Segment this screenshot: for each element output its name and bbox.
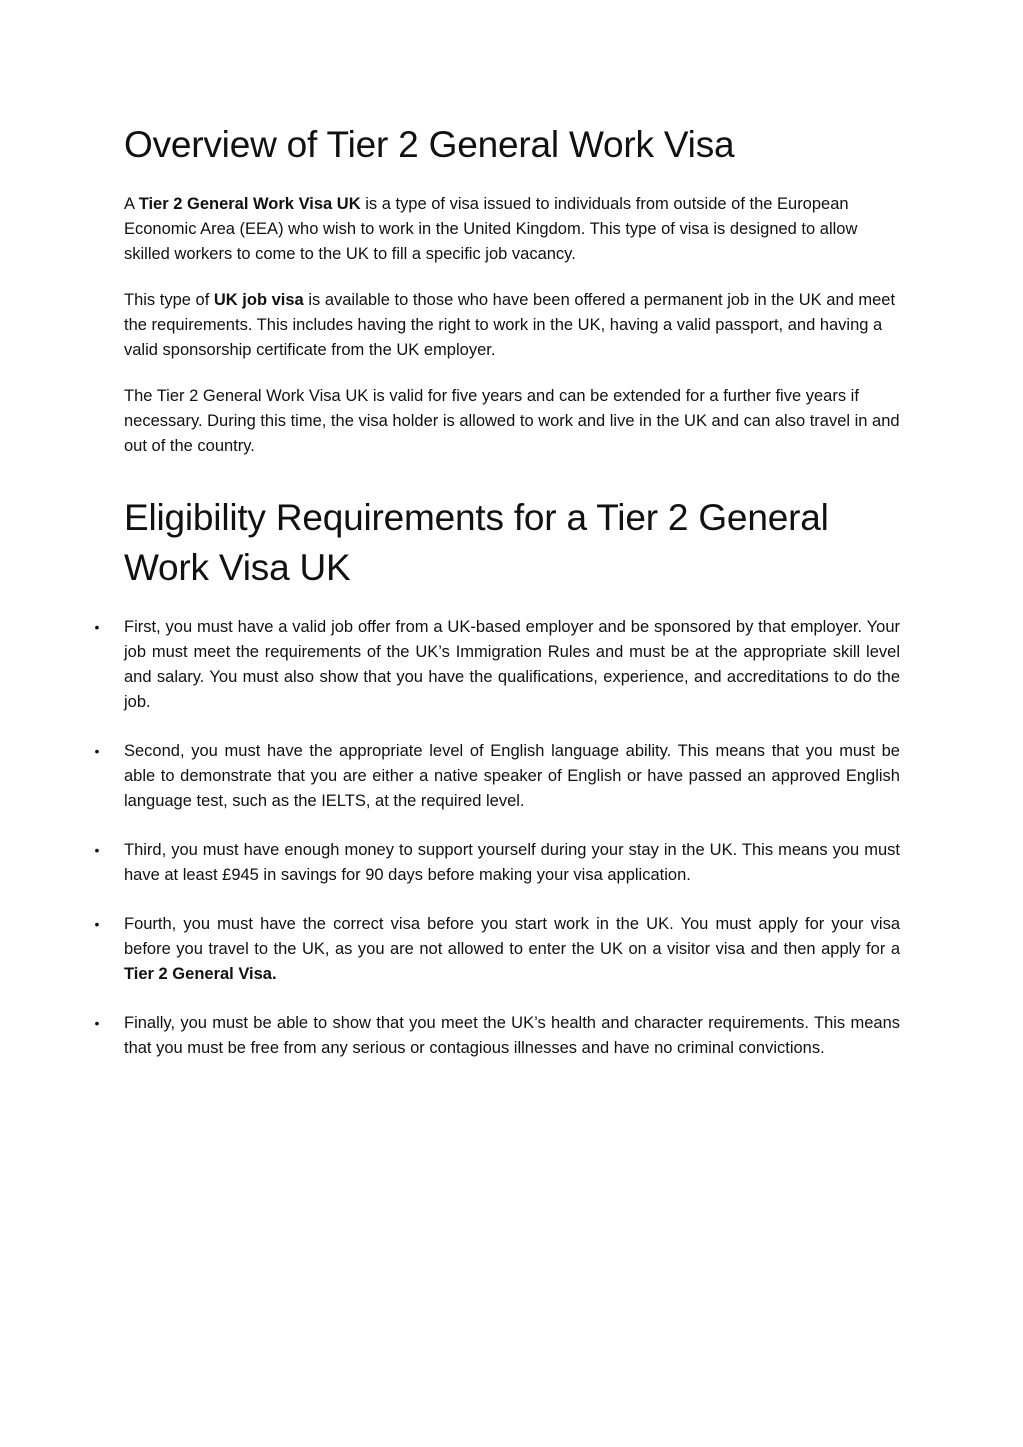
list-item bbox=[94, 1011, 900, 1061]
bullet-icon: • bbox=[94, 743, 100, 759]
list-item bbox=[94, 739, 900, 814]
paragraph-text: This type of bbox=[124, 291, 214, 309]
eligibility-list bbox=[94, 615, 900, 1061]
paragraph-text: A bbox=[124, 195, 139, 213]
bold-term: Tier 2 General Work Visa UK bbox=[138, 195, 361, 213]
list-item bbox=[94, 838, 900, 888]
overview-heading: Overview of Tier 2 General Work Visa bbox=[124, 124, 735, 165]
bold-term: UK job visa bbox=[213, 291, 304, 309]
list-item-text: Finally, you must be able to show that you meet the UK’s health and character requirements. This means that you must be free from any serious or contagious illnesses and have no criminal convictions. bbox=[124, 1014, 900, 1057]
paragraph-text: is a type of visa issued to individuals from outside of the European Economic Area (EEA) who wish to work in the United Kingdom. This type of visa is designed to allow skilled workers to come to the UK to fill a specific job vacancy. bbox=[124, 195, 858, 263]
document-content bbox=[94, 120, 900, 1085]
paragraph-text: is available to those who have been offered a permanent job in the UK and meet the requirements. This includes having the right to work in the UK, having a valid passport, and having a valid sponsorship certificate from the UK employer. bbox=[124, 291, 896, 359]
bullet-icon: • bbox=[94, 1015, 100, 1031]
list-item bbox=[94, 615, 900, 715]
bold-term: Tier 2 General Visa. bbox=[124, 965, 277, 983]
list-item-text: Second, you must have the appropriate level of English language ability. This means that you must be able to demonstrate that you are either a native speaker of English or have passed an approved English language test, such as the IELTS, at the required level. bbox=[124, 742, 900, 810]
overview-paragraph-2 bbox=[124, 288, 900, 363]
bullet-icon: • bbox=[94, 842, 100, 858]
list-item-text: Third, you must have enough money to support yourself during your stay in the UK. This means you must have at least £945 in savings for 90 days before making your visa application. bbox=[124, 841, 900, 884]
overview-paragraph-1 bbox=[124, 192, 900, 267]
overview-paragraph-3: The Tier 2 General Work Visa UK is valid for five years and can be extended for a further five years if necessary. During this time, the visa holder is allowed to work and live in the UK and can also travel in and out of the country. bbox=[124, 387, 900, 455]
bullet-icon: • bbox=[94, 619, 100, 635]
list-item-text: Fourth, you must have the correct visa before you start work in the UK. You must apply for your visa before you travel to the UK, as you are not allowed to enter the UK on a visitor visa and then apply for a bbox=[124, 915, 900, 958]
list-item-text: First, you must have a valid job offer from a UK-based employer and be sponsored by that employer. Your job must meet the requirements of the UK’s Immigration Rules and must be at the appropriate skill level and salary. You must also show that you have the qualifications, experience, and accreditations to do the job. bbox=[124, 618, 900, 711]
list-item bbox=[94, 912, 900, 987]
eligibility-heading: Eligibility Requirements for a Tier 2 General Work Visa UK bbox=[124, 497, 829, 588]
bullet-icon: • bbox=[94, 916, 100, 932]
